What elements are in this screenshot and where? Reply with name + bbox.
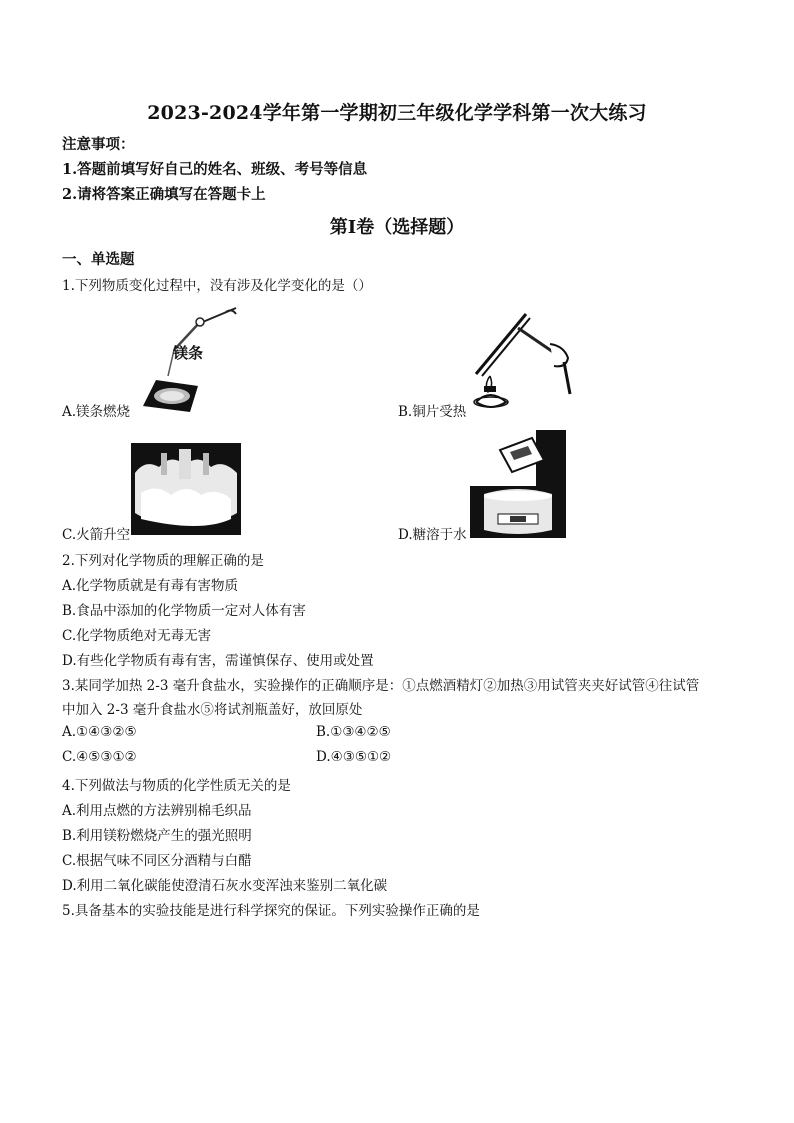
- q3-option-d: D.④③⑤①②: [316, 749, 392, 765]
- q1-figure-rocket-launch: [131, 443, 241, 535]
- q3-option-c: C.④⑤③①②: [62, 749, 137, 765]
- part-title: 一、单选题: [62, 251, 135, 268]
- q2-option-c: C.化学物质绝对无毒无害: [62, 628, 212, 644]
- q1-option-a: A.镁条燃烧: [62, 404, 131, 420]
- q3-stem-line-2: 中加入 2-3 毫升食盐水⑤将试剂瓶盖好，放回原处: [62, 702, 363, 718]
- notice-item-1: 1.答题前填写好自己的姓名、班级、考号等信息: [62, 161, 368, 178]
- q1-stem: 1.下列物质变化过程中，没有涉及化学变化的是（）: [62, 278, 372, 294]
- q2-option-a: A.化学物质就是有毒有害物质: [62, 578, 239, 594]
- q4-option-d: D.利用二氧化碳能使澄清石灰水变浑浊来鉴别二氧化碳: [62, 878, 388, 894]
- q3-stem-line-1: 3.某同学加热 2-3 毫升食盐水，实验操作的正确顺序是：①点燃酒精灯②加热③用试管夹夹好试管④往试管: [62, 678, 700, 694]
- notice-item-2: 2.请将答案正确填写在答题卡上: [62, 186, 266, 203]
- q1-figure-copper-heated: [468, 310, 580, 416]
- q4-option-b: B.利用镁粉燃烧产生的强光照明: [62, 828, 252, 844]
- q1-option-b: B.铜片受热: [398, 404, 467, 420]
- q1-option-c: C.火箭升空: [62, 527, 131, 543]
- magnesium-label: 镁条: [173, 344, 204, 362]
- notice-heading: 注意事项：: [62, 136, 135, 153]
- q4-stem: 4.下列做法与物质的化学性质无关的是: [62, 778, 291, 794]
- q1-option-d: D.糖溶于水: [398, 527, 467, 543]
- q2-option-b: B.食品中添加的化学物质一定对人体有害: [62, 603, 306, 619]
- section-title: 第I卷（选择题）: [329, 217, 465, 238]
- q4-option-c: C.根据气味不同区分酒精与白醋: [62, 853, 252, 869]
- q4-option-a: A.利用点燃的方法辨别棉毛织品: [62, 803, 252, 819]
- q5-stem: 5.具备基本的实验技能是进行科学探究的保证。下列实验操作正确的是: [62, 903, 480, 919]
- q2-stem: 2.下列对化学物质的理解正确的是: [62, 553, 264, 569]
- q3-option-b: B.①③④②⑤: [316, 724, 391, 740]
- q2-option-d: D.有些化学物质有毒有害，需谨慎保存、使用或处置: [62, 653, 374, 669]
- q3-option-a: A.①④③②⑤: [62, 724, 137, 740]
- q1-figure-sugar-dissolving: [470, 430, 566, 538]
- exam-title: 2023-2024学年第一学期初三年级化学学科第一次大练习: [147, 102, 647, 124]
